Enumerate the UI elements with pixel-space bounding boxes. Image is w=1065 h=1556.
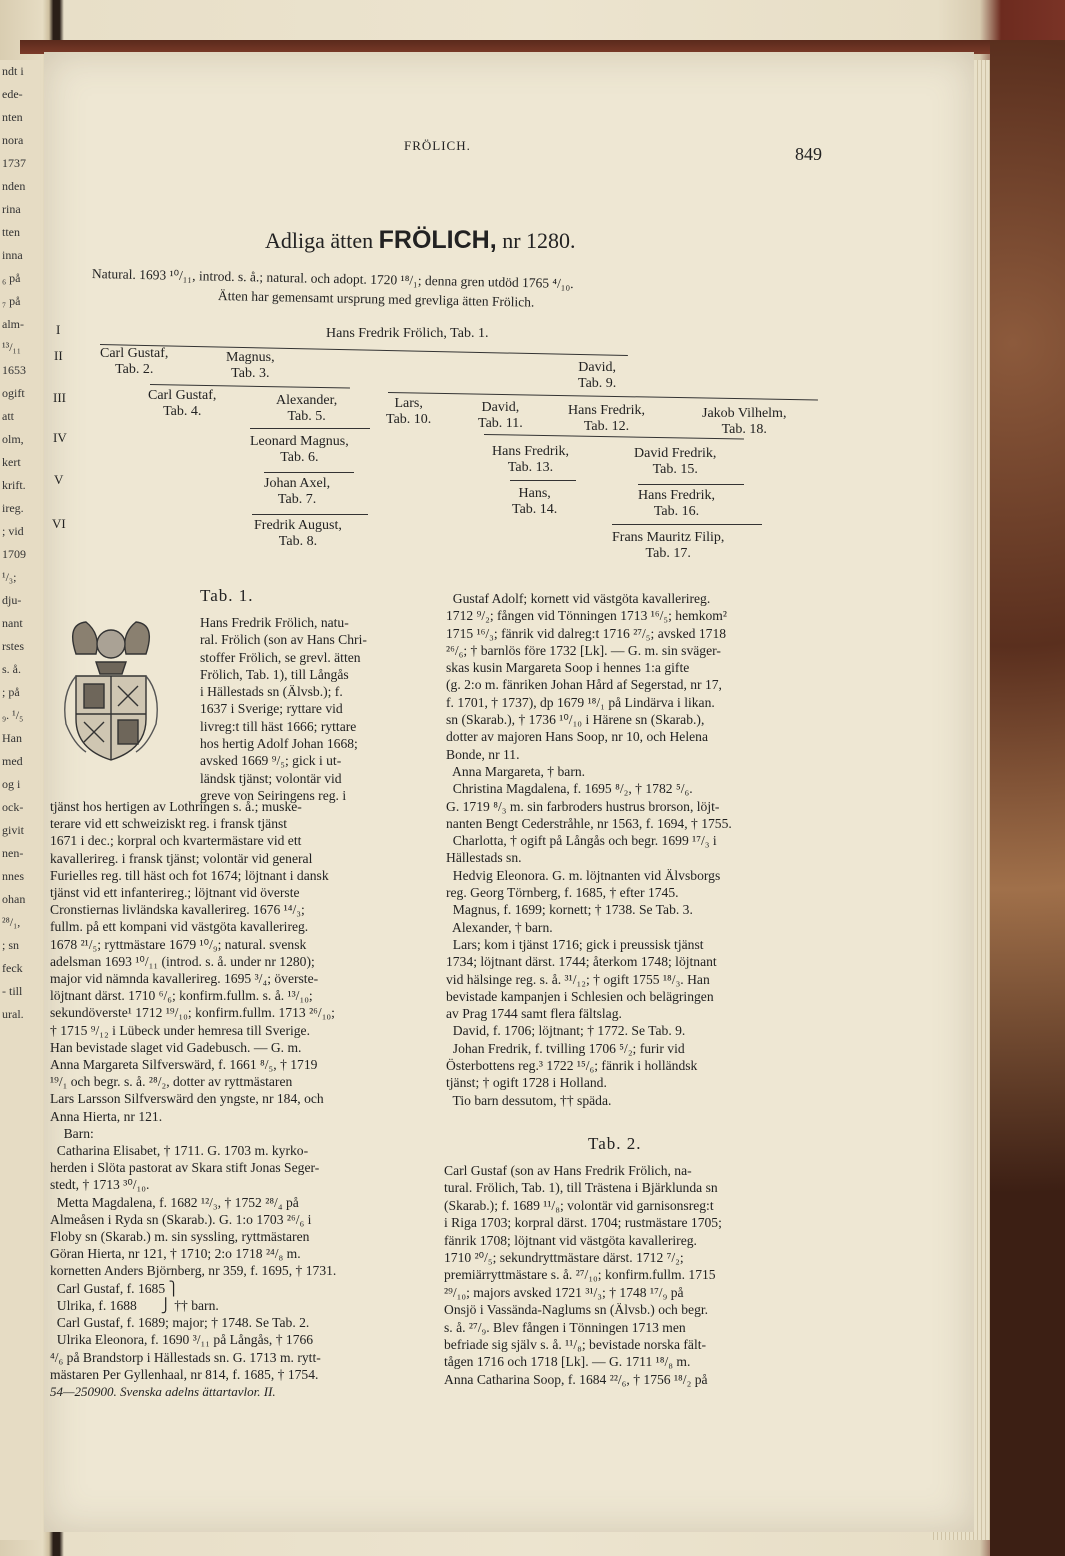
left-margin-fragment: ¹³/₁₁ (2, 340, 21, 354)
tree-line-10 (612, 524, 762, 525)
tab1-heading: Tab. 1. (200, 586, 254, 605)
left-margin-fragment: nora (2, 133, 24, 147)
left-margin-fragment: tten (2, 225, 20, 239)
left-margin-fragment: ogift (2, 386, 25, 400)
left-page-fragment (0, 60, 40, 1540)
title-suffix: nr 1280. (502, 228, 576, 253)
generation-2: II (54, 348, 63, 363)
book-cover-marbled (990, 40, 1065, 1556)
subtitle-2: Ätten har gemensamt ursprung med grevliga ätten Frölich. (217, 288, 535, 310)
left-margin-fragment: og i (2, 777, 21, 791)
left-margin-fragment: ock- (2, 800, 24, 814)
left-margin-fragment: nant (2, 616, 23, 630)
tree-node-frans-mauritz-filip-17: Frans Mauritz Filip, Tab. 17. (612, 530, 725, 561)
left-margin-fragment: ireg. (2, 501, 24, 515)
left-margin-fragment: 1653 (2, 363, 26, 377)
tree-line-6 (264, 472, 354, 473)
tree-node-fredrik-august-8: Fredrik August, Tab. 8. (254, 518, 342, 549)
generation-1: I (56, 322, 61, 337)
tree-node-jakob-vilhelm-18: Jakob Vilhelm, Tab. 18. (702, 406, 787, 437)
left-margin-fragment: 1737 (2, 156, 26, 170)
page-title (265, 226, 576, 255)
tree-node-alexander-5: Alexander, Tab. 5. (276, 393, 338, 424)
left-margin-fragment: med (2, 754, 23, 768)
title-name: FRÖLICH, (378, 226, 497, 254)
tree-node-david-9: David, Tab. 9. (578, 360, 617, 391)
left-margin-fragment: feck (2, 961, 23, 975)
left-margin-fragment: ; på (2, 685, 20, 699)
left-margin-fragment: ural. (2, 1007, 24, 1021)
left-margin-fragment: nnes (2, 869, 24, 883)
left-margin-fragment: s. å. (2, 662, 21, 676)
generation-6: VI (52, 516, 66, 531)
tree-node-hans-fredrik-12: Hans Fredrik, Tab. 12. (568, 403, 645, 434)
left-margin-fragment: kert (2, 455, 21, 469)
coat-of-arms-icon (56, 614, 166, 764)
left-margin-fragment: - till (2, 984, 23, 998)
left-margin-fragment: nden (2, 179, 26, 193)
tab2-heading: Tab. 2. (588, 1134, 642, 1153)
generation-5: V (54, 472, 64, 487)
left-margin-fragment: 1709 (2, 547, 26, 561)
left-margin-fragment: ; vid (2, 524, 24, 538)
left-margin-fragment: inna (2, 248, 23, 262)
left-margin-fragment: rstes (2, 639, 24, 653)
generation-4: IV (53, 430, 67, 445)
tree-node-hans-fredrik-16: Hans Fredrik, Tab. 16. (638, 488, 715, 519)
page-number: 849 (795, 144, 822, 164)
tree-node-carl-gustaf-2: Carl Gustaf, Tab. 2. (100, 346, 169, 377)
left-margin-fragment: ₇ på (2, 294, 21, 308)
generation-3: III (53, 390, 66, 405)
tab1-text-body: tjänst hos hertigen av Lothringen s. å.; muske- terare vid ett schweiziskt reg. i fransk tjänst 1671 i dec.; korpral och kvartermästare vid ett kavallerireg. i fransk tjänst; volontär vid general Furielles reg. till häst och fot 1674; löjtnant i dansk tjänst vid ett infanterireg.; löjtnant vid överste Cronstiernas livländska kavallerireg. 1676 ¹⁴/₃; fullm. på ett kompani vid västgöta kavallerireg. 1678 ²¹/₅; ryttmästare 1679 ¹⁰/₉; natural. svensk adelsman 1693 ¹⁰/₁₁ (introd. s. å. under nr 1280); major vid nämnda kavallerireg. 1695 ³/₄; överste- löjtnant därst. 1710 ⁶/₆; konfirm.fullm. s. å. ¹³/₁₀; sekundöverste¹ 1712 ¹⁹/₁₀; konfirm.fullm. 1713 ²⁶/₁₀; † 1715 ⁹/₁₂ i Lübeck under hemresa till Sverige. Han bevistade slaget vid Gadebusch. — G. m. Anna Margareta Silfverswärd, f. 1661 ⁸/₅, † 1719 ¹⁹/₁ och begr. s. å. ²⁸/₂, dotter av ryttmästaren Lars Larsson Silfverswärd den yngste, nr 184, och Anna Hierta, nr 121. Barn: Catharina Elisabet, † 1711. G. 1703 m. kyrko- herden i Slöta pastorat av Skara stift Jonas Seger- stedt, † 1713 ³⁰/₁₀. Metta Magdalena, f. 1682 ¹²/₃, † 1752 ²⁸/₄ på Almeåsen i Ryda sn (Skarab.). G. 1:o 1703 ²⁶/₆ i Floby sn (Skarab.) m. sin syssling, ryttmästaren Göran Hierta, nr 121, † 1710; 2:o 1718 ²⁴/₈ m. kornetten Anders Björnberg, nr 359, f. 1695, † 1731. Carl Gustaf, f. 1685 ⎫ Ulrika, f. 1688 ⎭ †† barn. Carl Gustaf, f. 1689; major; † 1748. Se Tab. 2. Ulrika Eleonora, f. 1690 ³/₁₁ på Långås, † 1766 ⁴/₆ på Brandstorp i Hällestads sn. G. 1713 m. rytt- mästaren Per Gyllenhaal, nr 814, f. 1685, † 1754. (50, 799, 337, 1382)
tree-line-4 (250, 428, 370, 429)
tree-node-hans-14: Hans, Tab. 14. (512, 486, 558, 517)
tree-line-8 (638, 484, 744, 485)
left-margin-fragment: nten (2, 110, 23, 124)
left-margin-fragment: givit (2, 823, 25, 837)
tree-line-7 (510, 480, 576, 481)
tree-node-carl-gustaf-4: Carl Gustaf, Tab. 4. (148, 388, 217, 419)
left-margin-fragment: ohan (2, 892, 26, 906)
tree-root: Hans Fredrik Frölich, Tab. 1. (326, 326, 489, 341)
left-margin-fragment: ₆ på (2, 271, 21, 285)
tree-node-david-fredrik-15: David Fredrik, Tab. 15. (634, 446, 717, 477)
left-margin-fragment: ; sn (2, 938, 20, 952)
left-margin-fragment: ²⁸/₁, (2, 915, 21, 929)
left-margin-fragment: ede- (2, 87, 23, 101)
subtitle-1: Natural. 1693 ¹⁰/₁₁, introd. s. å.; natural. och adopt. 1720 ¹⁸/₁; denna gren utdöd 1765 ⁴/₁₀. (91, 266, 574, 292)
running-title: FRÖLICH. (404, 138, 471, 153)
page-footer: 54—250900. Svenska adelns ättartavlor. II. (50, 1384, 276, 1399)
tree-node-johan-axel-7: Johan Axel, Tab. 7. (264, 476, 331, 507)
tree-node-leonard-magnus-6: Leonard Magnus, Tab. 6. (250, 434, 349, 465)
tree-node-lars-10: Lars, Tab. 10. (386, 396, 432, 427)
tab1-text-beside-crest: Hans Fredrik Frölich, natu- ral. Frölich (son av Hans Chri- stoffer Frölich, se grevl. ätten Frölich, Tab. 1), till Långås i Hällestads sn (Älvsb.); f. 1637 i Sverige; ryttare vid livreg:t till häst 1666; ryttare hos hertig Adolf Johan 1668; avsked 1669 ⁹/₅; gick i ut- ländsk tjänst; volontär vid greve von Seiringens reg. i (200, 615, 367, 803)
tree-node-david-11: David, Tab. 11. (478, 400, 523, 431)
left-margin-fragment: rina (2, 202, 21, 216)
left-margin-fragment: alm- (2, 317, 24, 331)
left-margin-fragment: ₉. ¹/₅ (2, 708, 24, 722)
title-prefix: Adliga ätten (265, 228, 374, 253)
tree-line-9 (252, 514, 368, 515)
left-margin-fragment: att (2, 409, 14, 423)
left-margin-fragment: olm, (2, 432, 24, 446)
tree-node-magnus-3: Magnus, Tab. 3. (226, 350, 275, 381)
left-margin-fragment: ¹/₃; (2, 570, 17, 584)
tab2-text: Carl Gustaf (son av Hans Fredrik Frölich, na- tural. Frölich, Tab. 1), till Trästena i Bjärklunda sn (Skarab.); f. 1689 ¹¹/₈; volontär vid garnisonsreg:t i Riga 1703; korpral därst. 1704; rustmästare 1705; fänrik 1708; löjtnant vid västgöta kavallerireg. 1710 ²⁰/₅; sekundryttmästare därst. 1712 ⁷/₂; premiärryttmästare s. å. ²⁷/₁₀; konfirm.fullm. 1715 ²⁹/₁₀; majors avsked 1721 ³¹/₃; † 1748 ¹⁷/₉ på Onsjö i Vassända-Naglums sn (Älvsb.) och begr. s. å. ²⁷/₉. Blev fången i Tönningen 1713 men befriade sig själv s. å. ¹¹/₈; bevistade norska fält- tågen 1716 och 1718 [Lk]. — G. 1711 ¹⁸/₈ m. Anna Catharina Soop, f. 1684 ²²/₆, † 1756 ¹⁸/₂ på (444, 1163, 722, 1387)
left-margin-fragment: nen- (2, 846, 24, 860)
tab1-right-column: Gustaf Adolf; kornett vid västgöta kavallerireg. 1712 ⁹/₂; fången vid Tönningen 1713 ¹⁶/₅; hemkom² 1715 ¹⁶/₃; fänrik vid dalreg:t 1716 ²⁷/₅; avsked 1718 ²⁶/₆; † barnlös före 1732 [Lk]. — G. m. sin sväger- skas kusin Margareta Soop i hennes 1:a gifte (g. 2:o m. fänriken Johan Hård af Segerstad, nr 17, f. 1701, † 1737), dp 1679 ¹⁸/₁ på Lindärva i likan. sn (Skarab.), † 1736 ¹⁰/₁₀ i Härene sn (Skarab.), dotter av majoren Hans Soop, nr 10, och Helena Bonde, nr 11. Anna Margareta, † barn. Christina Magdalena, f. 1695 ⁸/₂, † 1782 ⁵/₆. G. 1719 ⁸/₃ m. sin farbroders hustrus brorson, löjt- nanten Bengt Cederstråhle, nr 1563, f. 1694, † 1755. Charlotta, † ogift på Långås och begr. 1699 ¹⁷/₃ i Hällestads sn. Hedvig Eleonora. G. m. löjtnanten vid Älvsborgs reg. Georg Törnberg, f. 1685, † efter 1745. Magnus, f. 1699; kornett; † 1738. Se Tab. 3. Alexander, † barn. Lars; kom i tjänst 1716; gick i preussisk tjänst 1734; löjtnant därst. 1744; återkom 1748; löjtnant vid hälsinge reg. s. å. ³¹/₁₂; † ogift 1755 ¹⁸/₃. Han bevistade kampanjen i Schlesien och belägringen av Prag 1744 samt flera fältslag. David, f. 1706; löjtnant; † 1772. Se Tab. 9. Johan Fredrik, f. tvilling 1706 ⁵/₂; furir vid Österbottens reg.³ 1722 ¹⁵/₆; fänrik i holländsk tjänst; † ogift 1728 i Holland. Tio barn dessutom, †† späda. (446, 591, 732, 1108)
tree-node-hans-fredrik-13: Hans Fredrik, Tab. 13. (492, 444, 569, 475)
left-margin-fragment: ndt i (2, 64, 24, 78)
left-margin-fragment: Han (2, 731, 22, 745)
left-margin-fragment: dju- (2, 593, 22, 607)
left-margin-fragment: krift. (2, 478, 26, 492)
